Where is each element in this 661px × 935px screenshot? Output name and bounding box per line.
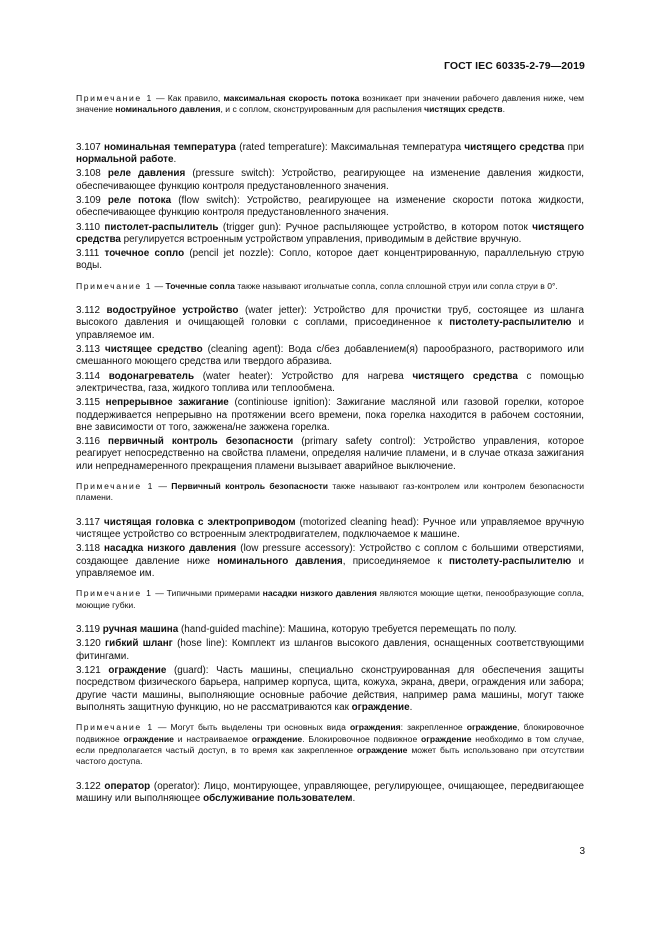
text-run: и управляемое им. [76, 317, 584, 341]
text-run: (flow switch): Устройство, реагирующее на изменение скорости потока жидкости, обеспечивающее функцию контроля предустановленного значения. [76, 195, 584, 219]
definition-paragraph [76, 142, 584, 167]
term-bold: чистящее средство [104, 344, 203, 356]
text-run: (low pressure accessory): Устройство с соплом с большими отверстиями, создающее давление ниже [76, 543, 584, 567]
definition-paragraph [76, 638, 584, 663]
text-run: (guard): Часть машины, специально сконструированная для обеспечения защиты посредством физического барьера, например корпуса, щита, кожуха, экрана, двери, ограждения или забора; другие части машины, выполняющие основные рабочие действия, например рама машины, могут также выполнять защитную функцию, но не рассматриваются как [76, 665, 585, 713]
text-run: (motorized cleaning head): Ручное или управляемое вручную чистящее устройство со встроенным электродвигателем, подключаемое к машине. [76, 516, 584, 541]
term-bold: ручная машина [102, 624, 179, 636]
text-run: (pressure switch): Устройство, реагирующее на изменение давления жидкости, обеспечивающее функцию контроля предустановленного значения. [76, 168, 584, 192]
text-run: 3.116 [76, 436, 109, 448]
term-bold: Точечные сопла [165, 280, 235, 291]
term-bold: пистолет-распылитель [104, 221, 219, 233]
text-run: (continiouse ignition): Зажигание масляной или газовой горелки, которое поддерживается непрерывно на протяжении всего времени, пока горелка находится в рабочем состоянии, вне зависимости от того, зажжена/не зажжена горелка. [76, 397, 584, 433]
term-bold: реле потока [107, 195, 172, 206]
note-paragraph [76, 481, 584, 504]
text-run: 3.122 [76, 780, 105, 792]
text-run: (operator): Лицо, монтирующее, управляющее, регулирующее, очищающее, передвигающее машину или выполняющее [76, 780, 584, 805]
term-bold: чистящего средства [464, 141, 565, 153]
term-bold: ограждение [466, 722, 518, 733]
term-bold: чистящего средства [412, 370, 518, 382]
text-run: 3.108 [76, 168, 108, 180]
definition-paragraph [76, 222, 584, 247]
term-bold: обслуживание пользователем [203, 793, 353, 805]
term-bold: ограждения [349, 722, 401, 733]
text-run: 3.109 [76, 195, 108, 206]
text-run: возникает при значении рабочего давления ниже, чем значение [76, 93, 585, 115]
text-run: 3.121 [76, 665, 109, 677]
text-run: с помощью электричества, газа, жидкого топлива или теплообмена. [76, 370, 584, 394]
text-run: регулируется встроенным устройством управления, приводимым в действие вручную. [120, 233, 522, 245]
text-run: 3.117 [76, 516, 104, 528]
term-bold: ограждение [356, 745, 408, 756]
definition-paragraph [76, 371, 584, 396]
text-run: необходимо в том случае, если предполагается частый доступ, в то время как закрепленное [76, 733, 585, 756]
note-paragraph [76, 281, 584, 292]
text-run: 3.112 [76, 305, 107, 317]
term-bold: ограждение [421, 733, 472, 744]
term-bold: ограждение [123, 733, 174, 744]
term-bold: номинального давления [115, 104, 221, 115]
definition-paragraph [76, 248, 584, 273]
note-label: Примечание 1 [76, 93, 153, 103]
term-bold: ограждение [251, 733, 303, 744]
term-bold: чистящая головка с электроприводом [103, 516, 296, 528]
text-run: 3.115 [76, 397, 106, 409]
term-bold: пистолету-распылителю [449, 555, 572, 567]
note-label: Примечание 1 [76, 722, 154, 733]
text-run: — Типичными примерами [152, 588, 263, 599]
definition-paragraph [76, 168, 584, 193]
note-label: Примечание 1 [76, 280, 153, 291]
text-run: и настраиваемое [173, 733, 252, 744]
text-run: (water jetter): Устройство для прочистки труб, состоящее из шланга высокого давления и очищающей головки с соплами, присоединенное к [76, 305, 584, 329]
term-bold: пистолету-распылителю [449, 317, 572, 329]
text-run: — [154, 481, 172, 492]
text-run: 3.110 [76, 221, 105, 233]
page-number: 3 [579, 846, 585, 857]
note-paragraph [76, 93, 584, 116]
text-run: 3.118 [76, 543, 105, 555]
text-run: . [409, 701, 413, 713]
term-bold: нормальной работе [76, 154, 174, 166]
text-run: (hose line): Комплект из шлангов высокого давления, оснащенных соответствующими фитингами. [76, 638, 585, 662]
text-run: (water heater): Устройство для нагрева [194, 370, 413, 382]
definition-paragraph [76, 665, 584, 714]
term-bold: оператор [104, 780, 151, 792]
definition-paragraph [76, 517, 584, 542]
text-run: . [502, 104, 505, 115]
definition-paragraph [76, 781, 584, 806]
text-run: также называют игольчатые сопла, сопла сплошной струи или сопла струи в 0°. [234, 280, 558, 291]
term-bold: насадка низкого давления [104, 543, 237, 555]
text-run: , и с соплом, сконструированным для распыления [220, 104, 425, 115]
note-label: Примечание 1 [76, 588, 153, 599]
term-bold: максимальная скорость потока [223, 93, 360, 103]
term-bold: реле давления [107, 168, 186, 180]
text-run: являются моющие щетки, пенообразующие сопла, моющие губки. [76, 588, 584, 610]
term-bold: чистящих средств [424, 104, 503, 115]
term-bold: ограждение [108, 665, 167, 677]
text-run: : закрепленное [400, 722, 467, 733]
term-bold: насадки низкого давления [262, 588, 377, 599]
text-run: . [352, 793, 356, 805]
document-body [76, 93, 584, 807]
text-run: — Как правило, [152, 93, 224, 103]
text-run: (rated temperature): Максимальная температура [236, 141, 465, 153]
text-run: (trigger gun): Ручное распыляющее устройство, в котором поток [218, 221, 533, 233]
term-bold: номинальная температура [104, 141, 236, 153]
note-paragraph [76, 722, 584, 768]
text-run: 3.107 [76, 141, 104, 153]
note-label: Примечание 1 [76, 481, 155, 492]
term-bold: первичный контроль безопасности [108, 436, 294, 448]
text-run: и управляемое им. [76, 555, 585, 580]
text-run: также называют газ-контролем или контролем безопасности пламени. [76, 481, 584, 503]
text-run: , присоединяемое к [342, 555, 450, 567]
term-bold: номинального давления [217, 555, 343, 567]
term-bold: водоструйное устройство [106, 305, 239, 317]
term-bold: гибкий шланг [105, 638, 173, 650]
definition-paragraph [76, 195, 584, 220]
term-bold: водонагреватель [108, 370, 195, 382]
text-run: 3.119 [76, 624, 103, 636]
text-run: (cleaning agent): Вода с/без добавлением(я) парообразного, растворимого или смешанного моющего средства или твердого абразива. [76, 344, 584, 368]
term-bold: ограждение [351, 701, 410, 713]
text-run: (pencil jet nozzle): Сопло, которое дает концентрированную, параллельную струю воды. [76, 248, 584, 272]
text-run: при [564, 141, 584, 153]
text-run: . [173, 154, 177, 166]
text-run: — Могут быть выделены три основных вида [153, 722, 350, 733]
text-run: , блокировочное подвижное [76, 722, 585, 744]
document-header: ГОСТ IEC 60335-2-79—2019 [443, 60, 585, 72]
text-run: (primary safety control): Устройство управления, которое реагирует непосредственно на свойства пламени, определяя наличие пламени, и в случае отказа зажигания или непреднамеренного прекращения пламени вызывает аварийное выключение. [76, 436, 584, 472]
term-bold: непрерывное зажигание [105, 397, 229, 409]
definition-paragraph [76, 436, 584, 473]
definition-paragraph [76, 624, 584, 636]
term-bold: точечное сопло [104, 248, 185, 260]
definition-paragraph [76, 543, 584, 580]
term-bold: чистящего средства [76, 221, 584, 245]
term-bold: Первичный контроль безопасности [171, 481, 329, 492]
text-run: (hand-guided machine): Машина, которую требуется перемещать по полу. [178, 624, 517, 636]
definition-paragraph [76, 344, 584, 369]
text-run: . Блокировочное подвижное [302, 733, 422, 744]
definition-paragraph [76, 397, 584, 434]
text-run: 3.111 [76, 248, 105, 260]
definition-paragraph [76, 305, 584, 342]
text-run: 3.114 [76, 370, 109, 382]
note-paragraph [76, 588, 584, 611]
text-run: 3.120 [76, 638, 106, 650]
text-run: — [152, 280, 166, 291]
text-run: 3.113 [76, 344, 105, 356]
text-run: может быть использовано при отсутствии частого доступа. [76, 745, 584, 767]
